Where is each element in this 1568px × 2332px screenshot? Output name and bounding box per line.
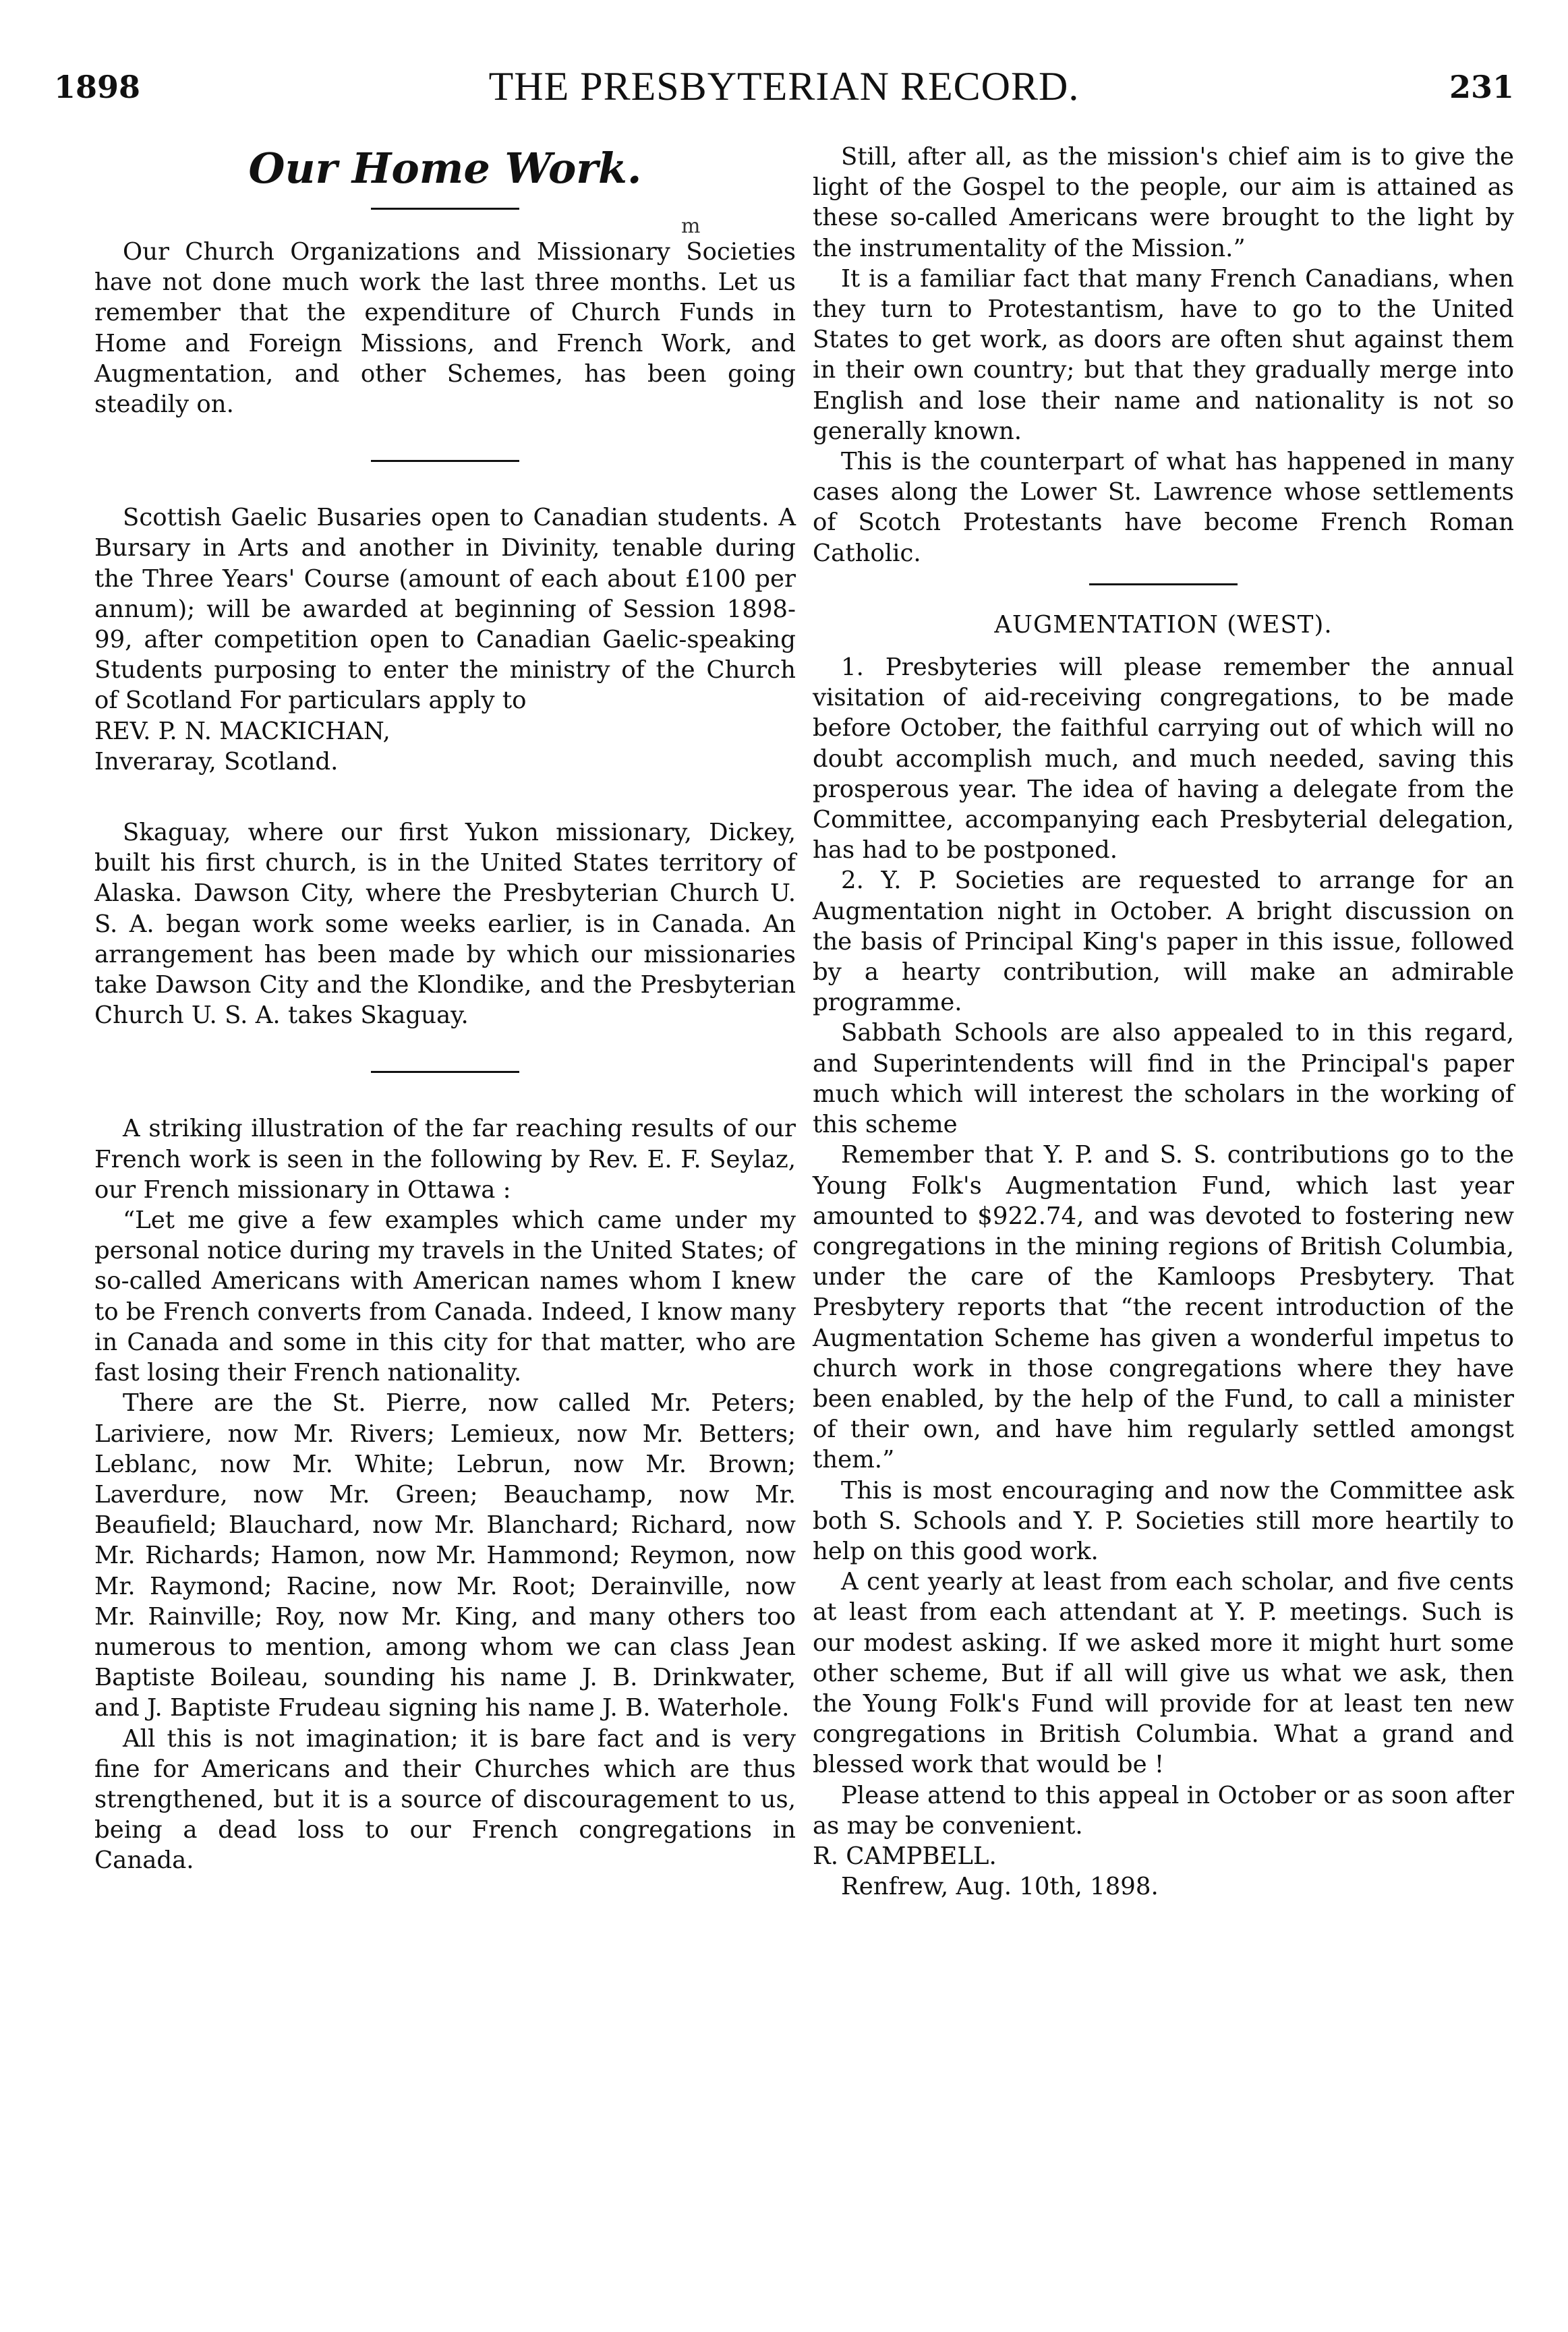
paragraph-sabbath-schools: Sabbath Schools are also appealed to in this regard, and Superintendents will find in the Principal's paper much which will interest the scholars in the working of this scheme (813, 1019, 1514, 1139)
paragraph-yp-societies: 2. Y. P. Societies are requested to arrange for an Augmentation night in October. A bright discussion on the basis of Principal King's paper in this issue, followed by a hearty contribution, will make an admirable programme. (813, 867, 1514, 1017)
stray-mark: m (681, 214, 701, 238)
signature: R. CAMPBELL. (813, 1842, 997, 1870)
bursary-contact-place: Inveraray, Scotland. (94, 747, 339, 776)
paragraph-church-funds: Our Church Organizations and Missionary Societies have not done much work the last three months. Let us remember that the expenditure of Church Funds in Home and Foreign Missions, and French Work, and Augmentation, and other Schemes, has been going steadily on. (94, 238, 796, 419)
paragraph-cent-yearly: A cent yearly at least from each scholar, and five cents at least from each attendant at Y. P. meetings. Such is our modest asking. If we asked more it might hurt some other scheme, But if all will give us what we ask, then the Young Folk's Fund will provide for at least ten new congregations in British Columbia. What a grand and blessed work that would be ! (813, 1568, 1514, 1779)
paragraph-name-changes: There are the St. Pierre, now called Mr. Peters; Lariviere, now Mr. Rivers; Lemieux, now Mr. Betters; Leblanc, now Mr. White; Lebrun, now Mr. Brown; Laverdure, now Mr. Green; Beauchamp, now Mr. Beaufield; Blauchard, now Mr. Blanchard; Richard, now Mr. Richards; Hamon, now Mr. Hammond; Reymon, now Mr. Raymond; Racine, now Mr. Root; Derainville, now Mr. Rainville; Roy, now Mr. King, and many others too numerous to mention, among whom we can class Jean Baptiste Boileau, sounding his name J. B. Drinkwater, and J. Baptiste Frudeau signing his name J. B. Waterhole. (94, 1389, 796, 1722)
header-title: THE PRESBYTERIAN RECORD. (488, 64, 1080, 109)
bursary-contact-name: REV. P. N. MACKICHAN, (94, 717, 390, 745)
paragraph-counterpart: This is the counterpart of what has happened in many cases along the Lower St. Lawrence whose settlements of Scotch Protestants have become French Roman Catholic. (813, 448, 1514, 567)
paragraph-not-imagination: All this is not imagination; it is bare fact and is very fine for Americans and their Churches which are thus strengthened, but it is a source of discouragement to us, being a dead loss to our French congregations in Canada. (94, 1724, 796, 1875)
dateline: Renfrew, Aug. 10th, 1898. (841, 1873, 1159, 1901)
paragraph-quote-examples: “Let me give a few examples which came under my personal notice during my travels in the United States; of so-called Americans with American names whom I knew to be French converts from Canada. Indeed, I know many in Canada and some in this city for that matter, who are fast losing their French nationality. (94, 1206, 796, 1387)
paragraph-french-work-intro: A striking illustration of the far reaching results of our French work is seen in the following by Rev. E. F. Seylaz, our French missionary in Ottawa : (94, 1115, 796, 1204)
paragraph-young-folks-fund: Remember that Y. P. and S. S. contributions go to the Young Folk's Augmentation Fund, which last year amounted to $922.74, and was devoted to fostering new congregations in the mining regions of British Columbia, under the care of the Kamloops Presbytery. That Presbytery reports that “the recent introduction of the Augmentation Scheme has given a wonderful impetus to church work in those congregations where they have been enabled, by the help of the Fund, to call a minister of their own, and have him regularly settled amongst them.” (813, 1141, 1514, 1474)
header-year: 1898 (54, 69, 141, 105)
page-header (54, 49, 1514, 123)
paragraph-presbyteries: 1. Presbyteries will please remember the annual visitation of aid-receiving congregations, to be made before October, the faithful carrying out of which will no doubt accomplish much, and much needed, saving this prosperous year. The idea of having a delegate from the Committee, accompanying each Presbyterial delegation, has had to be postponed. (813, 653, 1514, 865)
header-page-number: 231 (1449, 69, 1514, 105)
section-heading-augmentation: AUGMENTATION (WEST). (994, 610, 1333, 639)
left-column (94, 142, 796, 1876)
paragraph-gaelic-bursary: Scottish Gaelic Busaries open to Canadian students. A Bursary in Arts and another in Divinity, tenable during the Three Years' Course (amount of each about £100 per annum); will be awarded at beginning of Session 1898-99, after competition open to Canadian Gaelic-speaking Students purposing to enter the ministry of the Church of Scotland For particulars apply to (94, 504, 796, 715)
paragraph-encouraging: This is most encouraging and now the Committee ask both S. Schools and Y. P. Societies still more heartily to help on this good work. (813, 1476, 1514, 1565)
paragraph-please-attend: Please attend to this appeal in October or as soon after as may be convenient. (813, 1781, 1514, 1840)
paragraph-familiar-fact: It is a familiar fact that many French Canadians, when they turn to Protestantism, have to go to the United States to get work, as doors are often shut against them in their own country; but that they gradually merge into English and lose their name and nationality is not so generally known. (813, 264, 1514, 445)
right-column (813, 142, 1514, 1902)
section-heading-home-work: Our Home Work. (248, 144, 642, 193)
paragraph-mission-aim: Still, after all, as the mission's chief aim is to give the light of the Gospel to the people, our aim is attained as these so-called Americans were brought to the light by the instrumentality of the Mission.” (813, 143, 1514, 262)
paragraph-skaguay: Skaguay, where our first Yukon missionary, Dickey, built his first church, is in the United States territory of Alaska. Dawson City, where the Presbyterian Church U. S. A. began work some weeks earlier, is in Canada. An arrangement has been made by which our missionaries take Dawson City and the Klondike, and the Presbyterian Church U. S. A. takes Skaguay. (94, 819, 796, 1030)
